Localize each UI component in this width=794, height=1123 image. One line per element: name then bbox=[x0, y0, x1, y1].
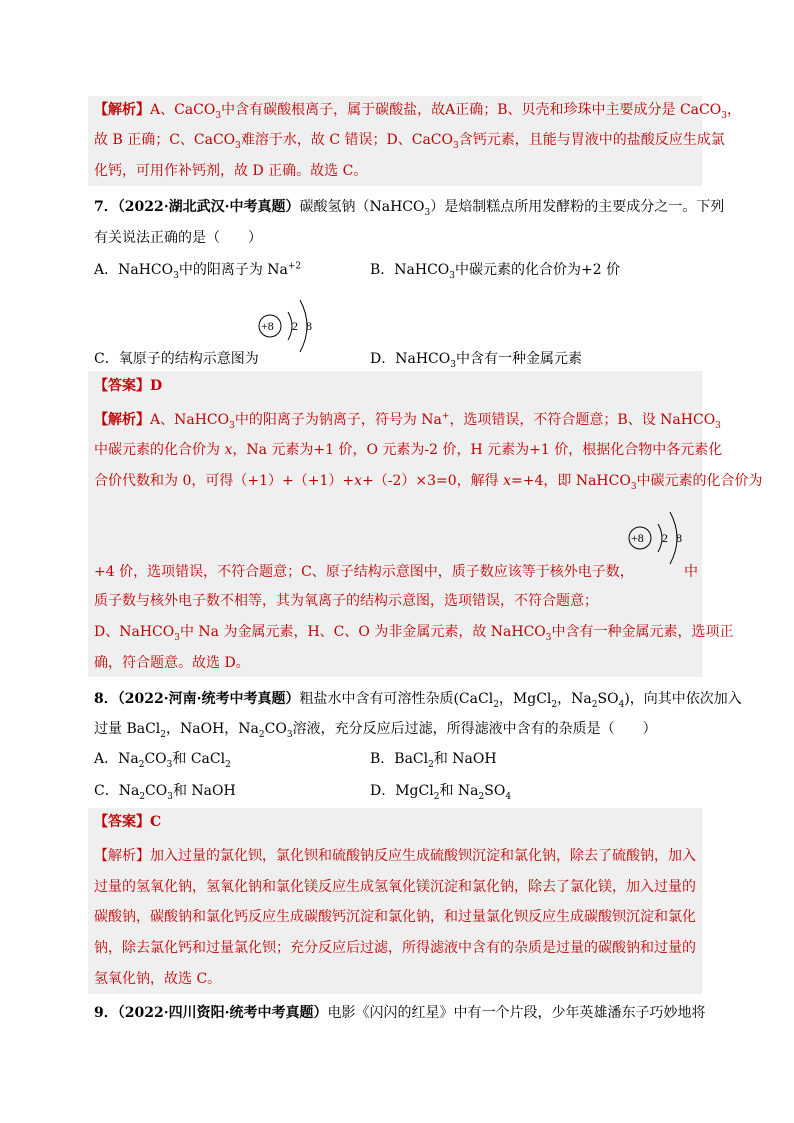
analysis-label: 【解析】 bbox=[94, 102, 150, 118]
q7-analysis-line-4b: 中 bbox=[684, 564, 698, 580]
analysis-block-q8 bbox=[88, 808, 702, 994]
q8-answer: 【答案】C bbox=[94, 814, 162, 830]
q7-analysis-line-2: 中碳元素的化合价为 x，Na 元素为+1 价，O 元素为-2 价，H 元素为+1 价，根据化合物中各元素化 bbox=[94, 442, 723, 458]
q8-option-d[interactable]: D．MgCl$_2$和 $Na_2SO_4$ bbox=[370, 783, 512, 802]
q7-analysis-line-4: +4 价，选项错误，不符合题意；C、原子结构示意图中，质子数应该等于核外电子数， bbox=[94, 564, 634, 580]
q7-stem-line-2: 有关说法正确的是（ ） bbox=[94, 230, 262, 246]
oxygen-atom-diagram-icon bbox=[254, 290, 330, 360]
q8-analysis-line-3: 碳酸钠，碳酸钠和氯化钙反应生成碳酸钙沉淀和氯化钠，和过量氯化钡反应生成碳酸钡沉淀和氯化 bbox=[94, 909, 696, 925]
q7-analysis-line-3: 合价代数和为 0，可得（+1）+（+1）+x+（-2）×3=0，解得 x=+4，即 NaHCO$_3$中碳元素的化合价为 bbox=[94, 473, 763, 492]
q9-stem-line-1: 9．（2022·四川资阳·统考中考真题）电影《闪闪的红星》中有一个片段，少年英雄潘东子巧妙地将 bbox=[94, 1005, 706, 1021]
atom-shell-2-label: 8 bbox=[306, 319, 312, 333]
q8-analysis-line-1: 【解析】加入过量的氯化钡，氯化钡和硫酸钠反应生成硫酸钡沉淀和氯化钠，除去了硫酸钠，加入 bbox=[94, 848, 696, 864]
q8-analysis-line-4: 钠，除去氯化钙和过量氯化钡；充分反应后过滤，所得滤液中含有的杂质是过量的碳酸钠和过量的 bbox=[94, 940, 696, 956]
question-number: 7． bbox=[94, 199, 118, 215]
svg-text:8: 8 bbox=[676, 531, 682, 545]
q7-option-c[interactable]: C．氧原子的结构示意图为 bbox=[94, 351, 259, 367]
q6-analysis-line-3: 化钙，可用作补钙剂，故 D 正确。故选 C。 bbox=[94, 163, 368, 179]
q7-analysis-line-5: 质子数与核外电子数不相等，其为氧离子的结构示意图，选项错误，不符合题意； bbox=[94, 593, 598, 609]
q8-stem-line-2: 过量 BaCl$_2$，NaOH，$Na_2CO_3$溶液，充分反应后过滤，所得滤液中含有的杂质是（ ） bbox=[94, 721, 657, 740]
q8-option-c[interactable]: C．$Na_2CO_3$和 NaOH bbox=[94, 783, 236, 802]
q7-analysis-line-7: 确，符合题意。故选 D。 bbox=[94, 655, 250, 671]
question-source: （2022·湖北武汉·中考真题） bbox=[117, 199, 300, 215]
q8-analysis-line-2: 过量的氢氧化钠，氢氧化钠和氯化镁反应生成氢氧化镁沉淀和氯化钠，除去了氯化镁，加入过量的 bbox=[94, 879, 696, 895]
atom-shell-1-label: 2 bbox=[292, 319, 298, 333]
q6-analysis-line-1: 【解析】A、CaCO$_3$中含有碳酸根离子，属于碳酸盐，故A正确；B、贝壳和珍珠中主要成分是 CaCO$_3$， bbox=[94, 102, 741, 121]
q7-analysis-line-1: 【解析】A、NaHCO$_3$中的阳离子为钠离子，符号为 Na+，选项错误，不符合题意；B、设 NaHCO$_3$ bbox=[94, 411, 721, 431]
q7-answer: 【答案】D bbox=[94, 378, 163, 394]
q7-analysis-line-6: D、NaHCO$_3$中 Na 为金属元素，H、C、O 为非金属元素，故 NaHCO$_3$中含有一种金属元素，选项正 bbox=[94, 624, 734, 643]
q7-option-b[interactable]: B．NaHCO$_3$中碳元素的化合价为+2 价 bbox=[370, 262, 621, 281]
svg-text:+8: +8 bbox=[631, 531, 644, 545]
q7-option-d[interactable]: D．NaHCO$_3$中含有一种金属元素 bbox=[370, 351, 582, 370]
atom-nucleus-label: +8 bbox=[261, 319, 274, 333]
q7-stem-line-1: 7．（2022·湖北武汉·中考真题）碳酸氢钠（NaHCO$_3$）是焙制糕点所用发酵粉的主要成分之一。下列 bbox=[94, 199, 725, 218]
q6-analysis-line-2: 故 B 正确；C、CaCO$_3$难溶于水，故 C 错误；D、CaCO$_3$含钙元素，且能与胃液中的盐酸反应生成氯 bbox=[94, 132, 725, 151]
q7-option-a[interactable]: A．NaHCO$_3$中的阳离子为 $Na^{+2}$ bbox=[94, 261, 302, 281]
svg-text:2: 2 bbox=[662, 531, 668, 545]
q8-option-a[interactable]: A．$Na_2CO_3$和 CaCl$_2$ bbox=[94, 751, 231, 770]
q8-analysis-line-5: 氢氧化钠，故选 C。 bbox=[94, 971, 222, 987]
q8-stem-line-1: 8．（2022·河南·统考中考真题）粗盐水中含有可溶性杂质(CaCl$_2$，MgCl$_2$，$Na_2SO_4$)，向其中依次加入 bbox=[94, 691, 742, 710]
q8-option-b[interactable]: B．BaCl$_2$和 NaOH bbox=[370, 751, 497, 770]
